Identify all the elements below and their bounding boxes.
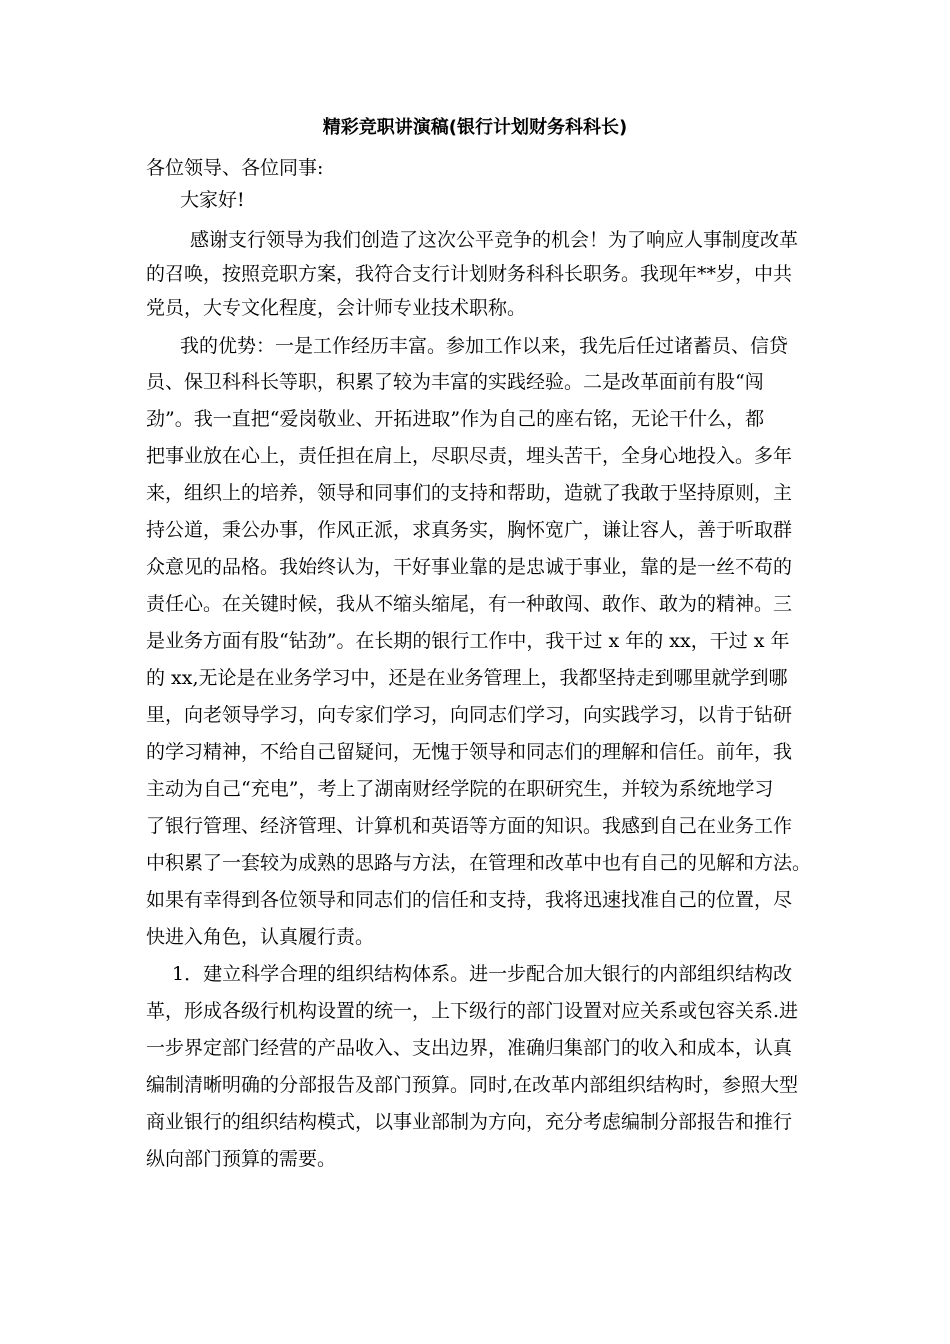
paragraph-line: 众意见的品格。我始终认为，干好事业靠的是忠诚于事业，靠的是一丝不苟的 xyxy=(146,556,793,578)
paragraph-line: 快进入角色，认真履行责。 xyxy=(146,926,375,948)
paragraph-line: 我的优势：一是工作经历丰富。参加工作以来，我先后任过诸蓄员、信贷 xyxy=(180,335,789,357)
paragraph-line: 纵向部门预算的需要。 xyxy=(146,1148,337,1170)
paragraph-line: 的召唤，按照竞职方案，我符合支行计划财务科科长职务。我现年**岁，中共 xyxy=(146,263,793,285)
paragraph-line: 中积累了一套较为成熟的思路与方法，在管理和改革中也有自己的见解和方法。 xyxy=(146,852,812,874)
paragraph-line: 的学习精神，不给自己留疑问，无愧于领导和同志们的理解和信任。前年，我 xyxy=(146,741,793,763)
paragraph-line: 的 xx,无论是在业务学习中，还是在业务管理上，我都坚持走到哪里就学到哪 xyxy=(146,667,788,689)
paragraph-line: 商业银行的组织结构模式，以事业部制为方向，充分考虑编制分部报告和推行 xyxy=(146,1111,793,1133)
paragraph-line: 持公道，秉公办事，作风正派，求真务实，胸怀宽广，谦让容人，善于听取群 xyxy=(146,519,793,541)
paragraph-line: 党员，大专文化程度，会计师专业技术职称。 xyxy=(146,297,527,319)
paragraph-line: 主动为自己“充电”，考上了湖南财经学院的在职研究生，并较为系统地学习 xyxy=(146,778,774,800)
paragraph-line: 来，组织上的培养，领导和同事们的支持和帮助，造就了我敢于坚持原则，主 xyxy=(146,482,793,504)
salutation-line: 各位领导、各位同事: xyxy=(146,157,324,179)
greeting-line: 大家好! xyxy=(180,189,245,211)
document-title: 精彩竞职讲演稿(银行计划财务科科长) xyxy=(322,117,628,138)
paragraph-line: 是业务方面有股“钻劲”。在长期的银行工作中，我干过 x 年的 xx，干过 x 年 xyxy=(146,630,790,652)
paragraph-line: 责任心。在关键时候，我从不缩头缩尾，有一种敢闯、敢作、敢为的精神。三 xyxy=(146,593,793,615)
paragraph-line: 编制清晰明确的分部报告及部门预算。同时,在改革内部组织结构时，参照大型 xyxy=(146,1074,799,1096)
paragraph-line: 了银行管理、经济管理、计算机和英语等方面的知识。我感到自己在业务工作 xyxy=(146,815,793,837)
paragraph-line: 员、保卫科科长等职，积累了较为丰富的实践经验。二是改革面前有股“闯 xyxy=(146,371,764,393)
paragraph-line: 如果有幸得到各位领导和同志们的信任和支持，我将迅速找准自己的位置，尽 xyxy=(146,889,793,911)
paragraph-line: 把事业放在心上，责任担在肩上，尽职尽责，埋头苦干，全身心地投入。多年 xyxy=(146,445,793,467)
numbered-item-line: 1．建立科学合理的组织结构体系。进一步配合加大银行的内部组织结构改 xyxy=(172,963,793,985)
paragraph-line: 里，向老领导学习，向专家们学习，向同志们学习，向实践学习，以肯于钻研 xyxy=(146,704,793,726)
paragraph-line: 感谢支行领导为我们创造了这次公平竞争的机会！为了响应人事制度改革 xyxy=(190,229,799,251)
paragraph-line: 一步界定部门经营的产品收入、支出边界，准确归集部门的收入和成本，认真 xyxy=(146,1037,793,1059)
paragraph-line: 劲”。我一直把“爱岗敬业、开拓进取”作为自己的座右铭，无论干什么，都 xyxy=(146,408,765,430)
paragraph-line: 革，形成各级行机构设置的统一，上下级行的部门设置对应关系或包容关系.进 xyxy=(146,1000,799,1022)
